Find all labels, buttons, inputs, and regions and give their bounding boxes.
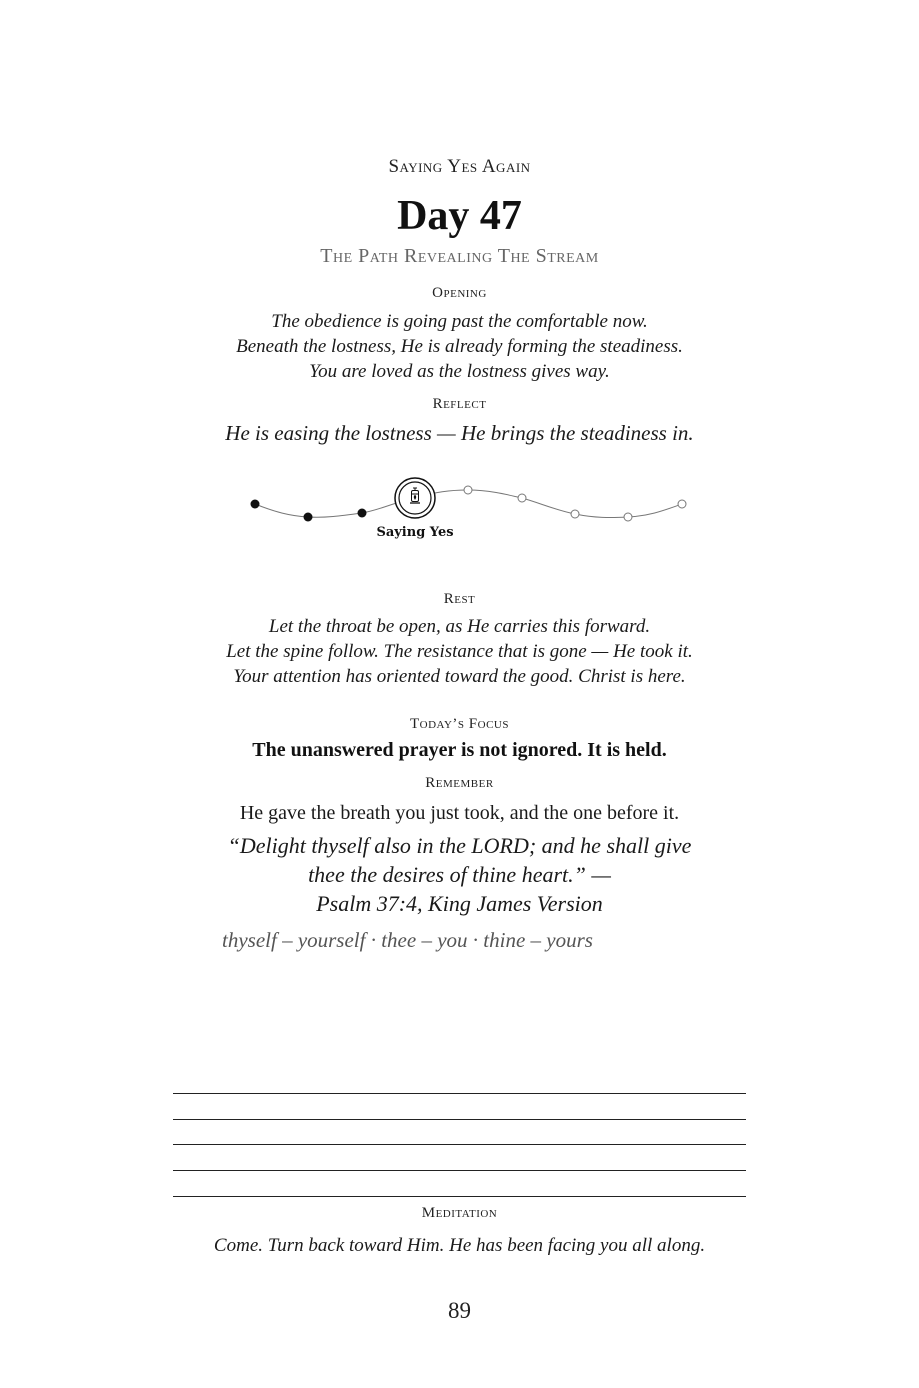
opening-text [0,309,919,384]
focus-heading: Today’s Focus [410,716,509,732]
scripture-citation: Psalm 37:4, King James Version [316,891,603,916]
opening-line: Beneath the lostness, He is already forming the steadiness. [236,336,683,357]
rest-text [0,614,919,689]
path-step-completed [251,500,260,509]
path-step-upcoming [464,486,472,494]
journey-path [0,470,919,550]
scripture-line: “Delight thyself also in the LORD; and he shall give [227,833,692,858]
journal-line [173,1093,746,1094]
journal-line [173,1144,746,1145]
meditation-text: Come. Turn back toward Him. He has been facing you all along. [213,1235,706,1256]
path-step-completed [304,513,313,522]
path-step-upcoming [678,500,686,508]
day-subtitle: The Path Revealing The Stream [320,245,599,267]
path-step-current [395,478,435,518]
page-number: 89 [448,1298,471,1323]
journal-line [173,1170,746,1171]
path-step-completed [358,509,367,518]
path-step-upcoming [518,494,526,502]
current-step-label: Saying Yes [376,525,454,540]
scripture-line: thee the desires of thine heart.” — [308,862,611,887]
rest-heading: Rest [443,591,476,607]
archaic-word-glossary: thyself – yourself · thee – you · thine – yours [222,928,593,952]
path-step-upcoming [571,510,579,518]
series-title: Saying Yes Again [388,156,531,177]
reflect-text: He is easing the lostness — He brings the steadiness in. [225,421,694,445]
journal-line [173,1119,746,1120]
focus-text: The unanswered prayer is not ignored. It is held. [252,739,667,761]
path-step-upcoming [624,513,632,521]
opening-line: You are loved as the lostness gives way. [309,361,610,382]
opening-line: The obedience is going past the comfortable now. [271,311,648,332]
remember-text: He gave the breath you just took, and the one before it. [239,802,680,824]
journal-line [173,1196,746,1197]
meditation-heading: Meditation [421,1205,498,1221]
rest-line: Let the spine follow. The resistance that is gone — He took it. [226,641,693,662]
remember-heading: Remember [425,775,494,791]
rest-line: Your attention has oriented toward the good. Christ is here. [233,666,686,687]
opening-heading: Opening [432,285,487,301]
day-title: Day 47 [397,193,522,239]
scripture-quote [0,831,919,918]
reflect-heading: Reflect [432,396,487,412]
rest-line: Let the throat be open, as He carries this forward. [268,616,651,637]
